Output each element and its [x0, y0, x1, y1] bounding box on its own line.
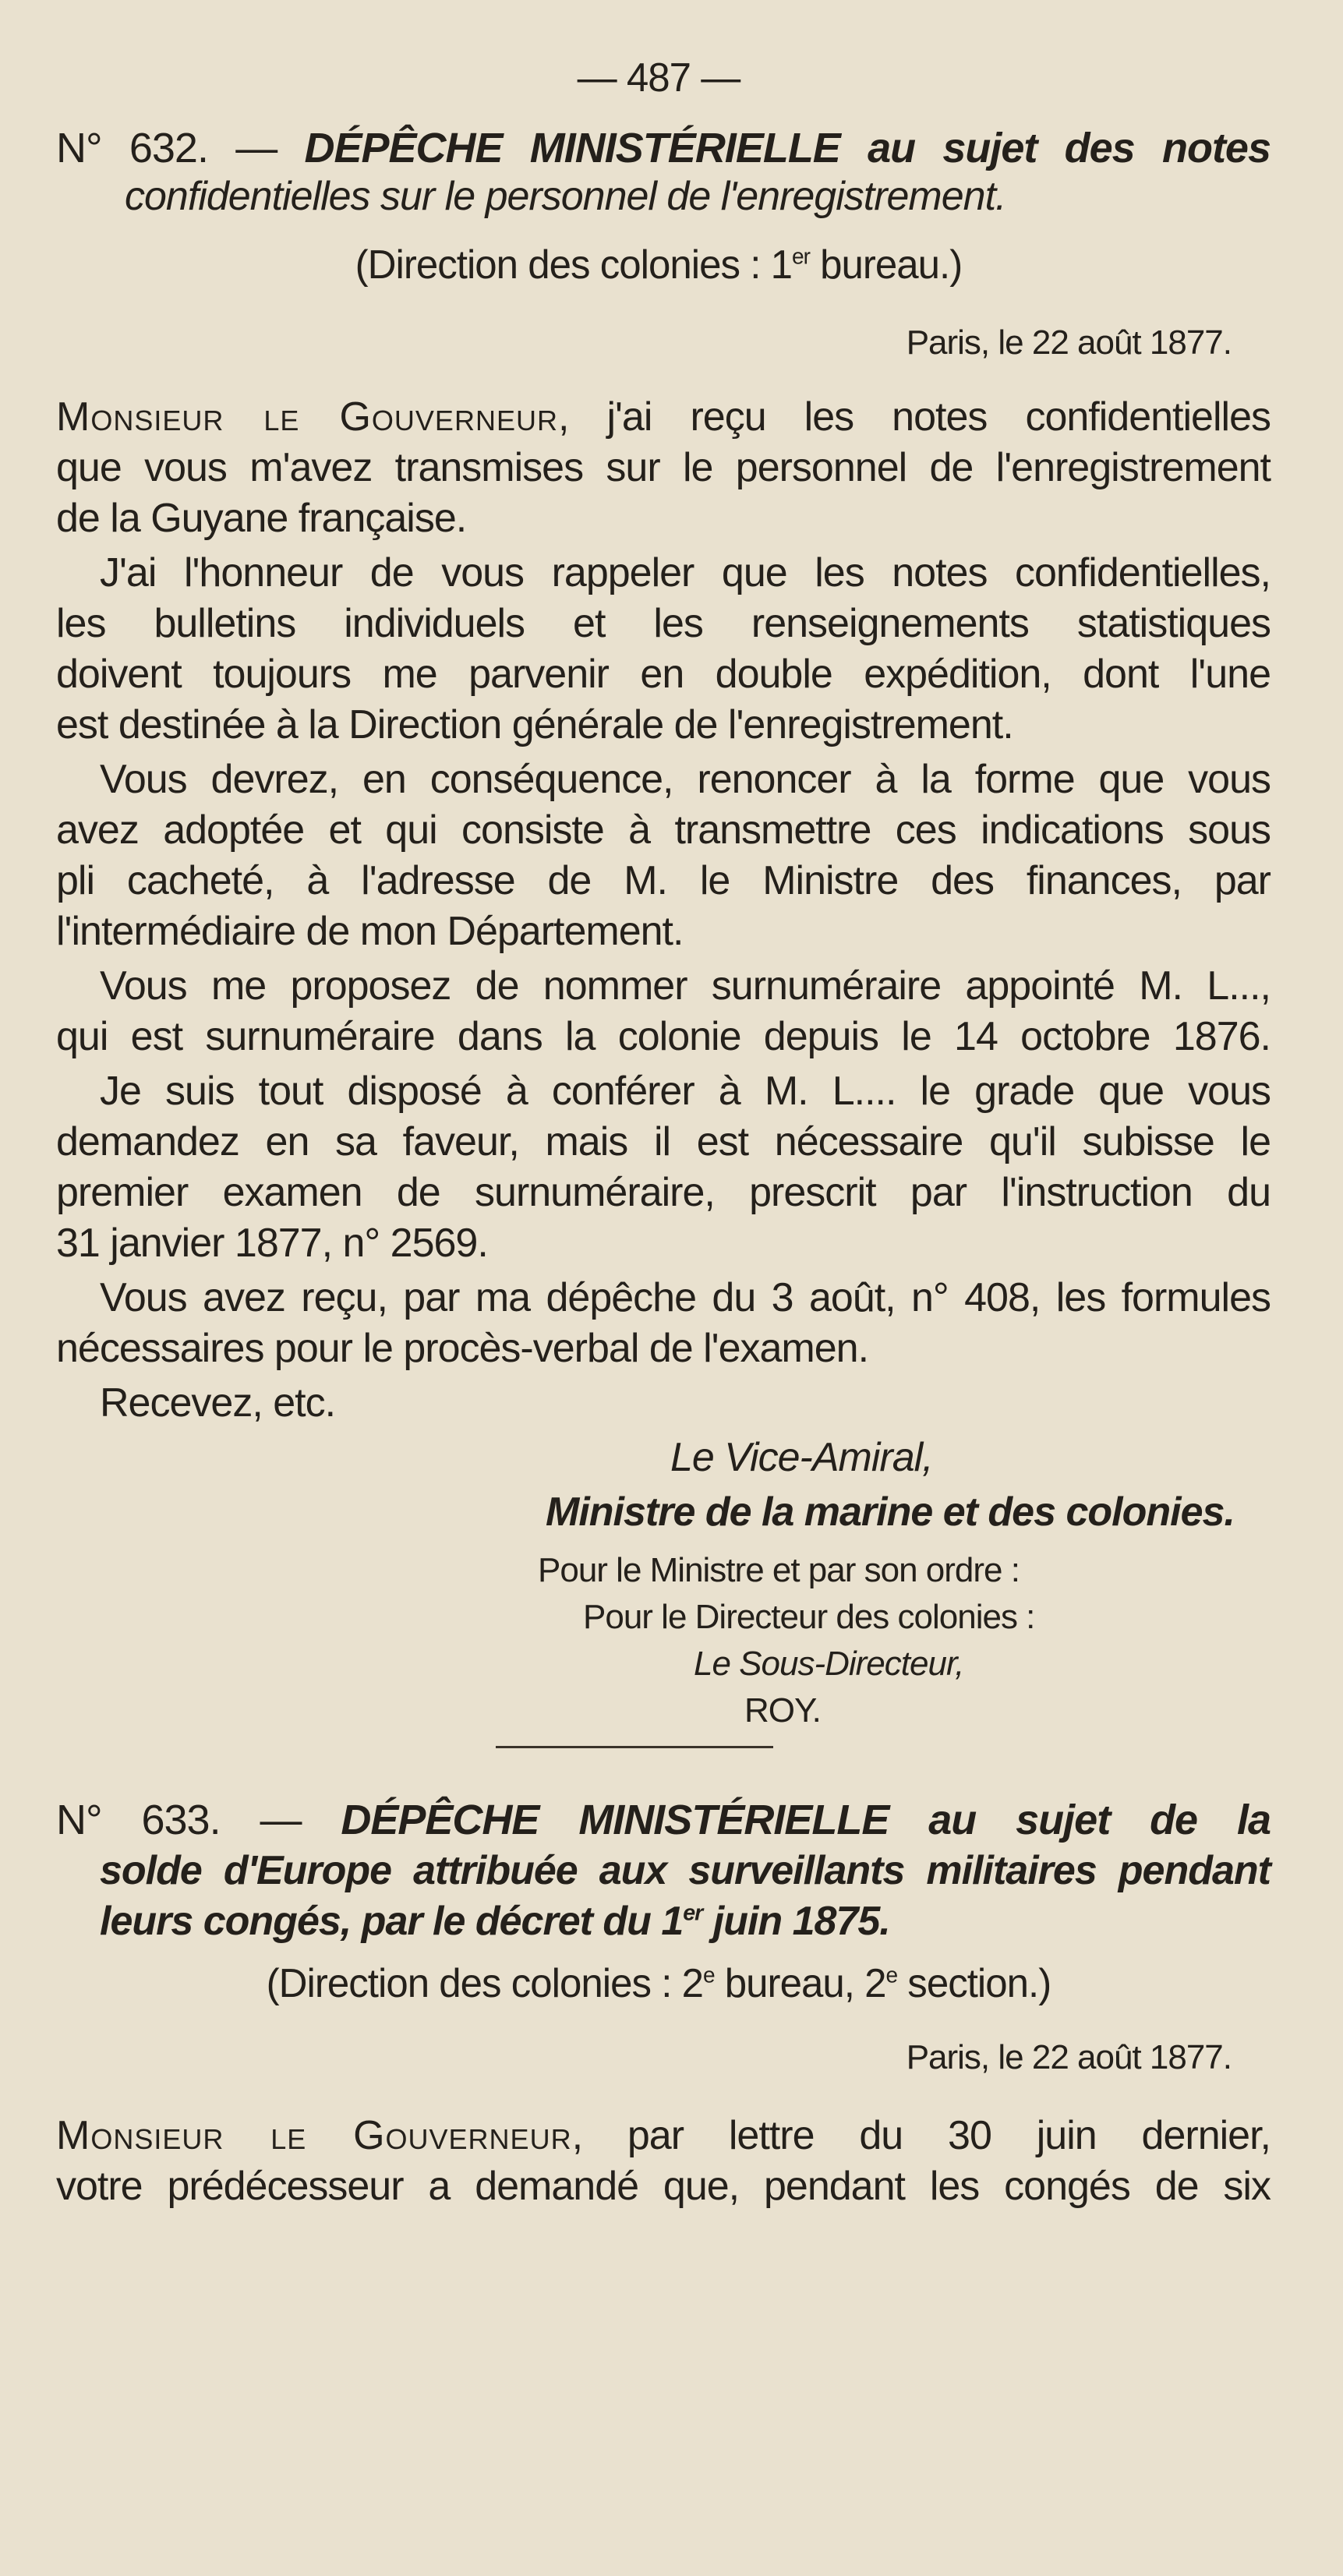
body-text: , j'ai reçu les notes confidentielles — [557, 394, 1271, 440]
dispatch-632-heading — [56, 125, 1271, 171]
body-line: J'ai l'honneur de vous rappeler que les notes confidentielles, — [100, 550, 1271, 595]
signature-order-3: Le Sous-Directeur, — [694, 1645, 964, 1683]
dispatch-number: N° 633. — — [56, 1797, 341, 1843]
closing: Recevez, etc. — [100, 1380, 336, 1426]
direction-text-end: bureau.) — [809, 242, 963, 288]
dispatch-number: N° 632. — — [56, 125, 305, 171]
dispatch-633-heading — [56, 1797, 1271, 1843]
body-line — [56, 394, 1271, 440]
body-line: avez adoptée et qui consiste à transmettre ces indications sous — [56, 807, 1271, 853]
body-line — [56, 2112, 1271, 2159]
direction-sup: e — [885, 1963, 898, 1988]
body-line: est destinée à la Direction générale de l'enregistrement. — [56, 702, 1013, 747]
dispatch-title: DÉPÊCHE MINISTÉRIELLE — [304, 125, 840, 171]
direction-sup: e — [702, 1963, 715, 1988]
page-number: — 487 — — [577, 55, 740, 101]
direction-text-end: section.) — [897, 1961, 1051, 2006]
body-line: de la Guyane française. — [56, 496, 467, 541]
dispatch-633-date: Paris, le 22 août 1877. — [906, 2038, 1232, 2076]
body-line: nécessaires pour le procès-verbal de l'examen. — [56, 1326, 869, 1371]
body-line: doivent toujours me parvenir en double expédition, dont l'une — [56, 652, 1271, 697]
signature-title: Le Vice-Amiral, — [670, 1435, 933, 1480]
direction-sup: er — [791, 244, 810, 270]
body-line: demandez en sa faveur, mais il est nécessaire qu'il subisse le — [56, 1119, 1271, 1164]
body-line: 31 janvier 1877, n° 2569. — [56, 1221, 488, 1266]
direction-text: (Direction des colonies : 1 — [355, 242, 792, 288]
body-line: que vous m'avez transmises sur le personnel de l'enregistrement — [56, 445, 1271, 490]
dispatch-title: DÉPÊCHE MINISTÉRIELLE — [341, 1797, 889, 1843]
subject-text: leurs congés, par le décret du 1 — [100, 1899, 684, 1944]
body-line: Je suis tout disposé à conférer à M. L.... le grade que vous — [100, 1069, 1271, 1114]
body-line: premier examen de surnuméraire, prescrit par l'instruction du — [56, 1170, 1271, 1215]
body-text: , par lettre du 30 juin dernier, — [571, 2113, 1271, 2158]
body-line: qui est surnuméraire dans la colonie depuis le 14 octobre 1876. — [56, 1014, 1271, 1059]
body-line: Vous me proposez de nommer surnuméraire appointé M. L..., — [100, 963, 1271, 1009]
salutation: Monsieur le Gouverneur — [56, 2113, 572, 2158]
dispatch-subject: au sujet des notes — [839, 125, 1271, 171]
subject-text-end: juin 1875. — [702, 1899, 890, 1944]
body-line: Vous avez reçu, par ma dépêche du 3 août, n° 408, les formules — [100, 1275, 1271, 1320]
signature-order-2: Pour le Directeur des colonies : — [583, 1598, 1035, 1636]
signature-order-1: Pour le Ministre et par son ordre : — [538, 1551, 1020, 1589]
body-line: votre prédécesseur a demandé que, pendant les congés de six — [56, 2164, 1271, 2209]
body-line: pli cacheté, à l'adresse de M. le Ministre des finances, par — [56, 858, 1271, 903]
body-line: l'intermédiaire de mon Département. — [56, 909, 684, 954]
dispatch-632-date: Paris, le 22 août 1877. — [906, 323, 1232, 362]
dispatch-633-subject-cont: solde d'Europe attribuée aux surveillants militaires pendant — [100, 1848, 1271, 1893]
salutation: Monsieur le Gouverneur — [56, 394, 558, 440]
dispatch-633-direction — [0, 1960, 1317, 2007]
dispatch-632-subject-cont: confidentielles sur le personnel de l'enregistrement. — [125, 174, 1006, 219]
direction-text-mid: bureau, 2 — [714, 1961, 886, 2006]
signature-name: ROY. — [744, 1691, 821, 1730]
direction-text: (Direction des colonies : 2 — [266, 1961, 703, 2006]
body-line: les bulletins individuels et les renseignements statistiques — [56, 601, 1271, 646]
dispatch-632-direction — [0, 242, 1317, 288]
section-divider — [496, 1746, 773, 1748]
subject-sup: er — [683, 1900, 703, 1926]
dispatch-633-subject-cont-2 — [100, 1898, 890, 1945]
body-line: Vous devrez, en conséquence, renoncer à la forme que vous — [100, 757, 1271, 802]
signature-role: Ministre de la marine et des colonies. — [546, 1489, 1235, 1535]
dispatch-subject: au sujet de la — [889, 1797, 1271, 1843]
